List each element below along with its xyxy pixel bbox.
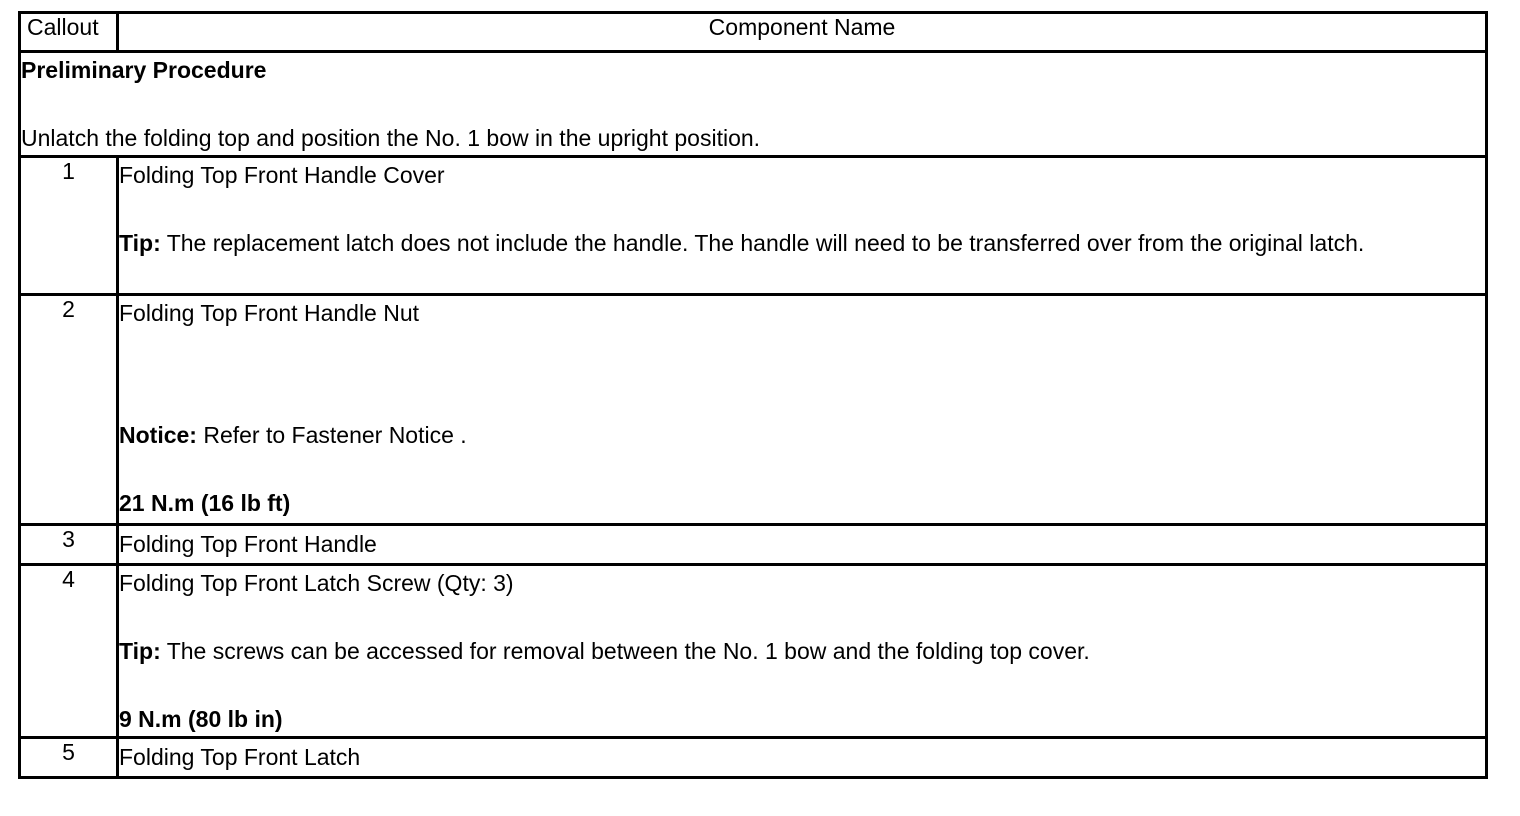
torque-spec: 21 N.m (16 lb ft) <box>119 490 291 516</box>
table-row <box>20 295 1487 525</box>
component-name: Folding Top Front Handle <box>119 531 377 557</box>
tip-label: Tip: <box>119 638 161 664</box>
component-name: Folding Top Front Handle Nut <box>119 300 420 326</box>
procedure-table <box>18 11 1488 779</box>
callout-number: 3 <box>20 525 118 565</box>
table-row <box>20 565 1487 738</box>
notice-text: Refer to Fastener Notice . <box>196 422 467 448</box>
table-row <box>20 157 1487 295</box>
component-name-column-header: Component Name <box>118 13 1487 52</box>
callout-column-header: Callout <box>20 13 118 52</box>
component-cell <box>118 738 1487 778</box>
callout-number: 2 <box>20 295 118 525</box>
preliminary-procedure-row <box>20 52 1487 157</box>
tip-text: The screws can be accessed for removal between the No. 1 bow and the folding top cover. <box>160 638 1090 664</box>
component-name: Folding Top Front Handle Cover <box>119 162 445 188</box>
notice-label: Notice: <box>119 422 197 448</box>
table-row <box>20 738 1487 778</box>
component-cell <box>118 295 1487 525</box>
component-cell <box>118 525 1487 565</box>
component-name: Folding Top Front Latch <box>119 744 361 770</box>
callout-number: 4 <box>20 565 118 738</box>
callout-number: 1 <box>20 157 118 295</box>
tip-text: The replacement latch does not include the handle. The handle will need to be transferred over from the original latch. <box>160 230 1365 256</box>
table-row <box>20 525 1487 565</box>
preliminary-procedure-title: Preliminary Procedure <box>21 57 267 83</box>
table-header-row <box>20 13 1487 52</box>
tip-label: Tip: <box>119 230 161 256</box>
component-cell <box>118 565 1487 738</box>
tip-note <box>119 634 1485 668</box>
tip-note <box>119 226 1485 260</box>
callout-number: 5 <box>20 738 118 778</box>
component-name: Folding Top Front Latch Screw (Qty: 3) <box>119 570 514 596</box>
torque-spec: 9 N.m (80 lb in) <box>119 706 283 732</box>
preliminary-procedure-text: Unlatch the folding top and position the No. 1 bow in the upright position. <box>21 125 761 151</box>
component-cell <box>118 157 1487 295</box>
notice-note <box>119 418 1485 452</box>
preliminary-procedure-cell <box>20 52 1487 157</box>
